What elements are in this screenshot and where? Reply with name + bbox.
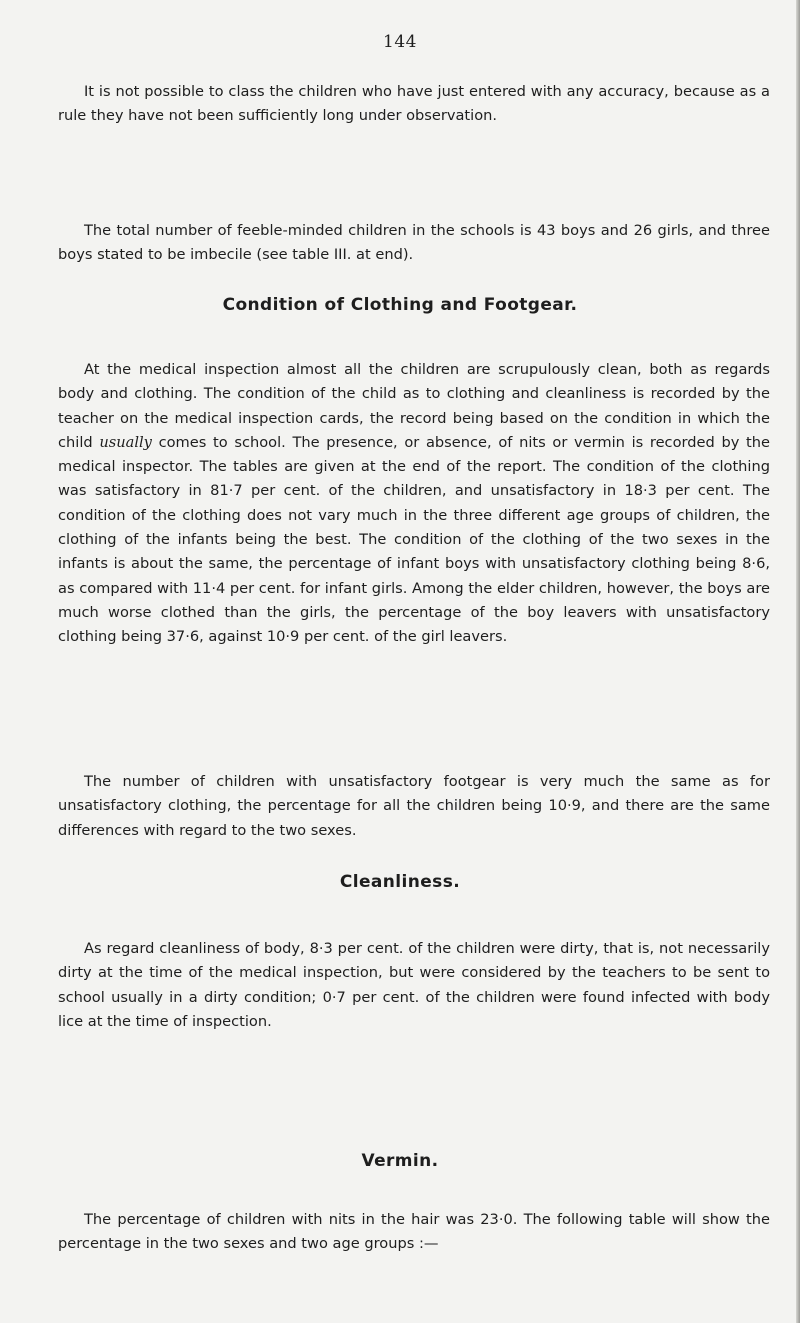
paragraph-clothing-text-b: comes to school. The presence, or absence, of nits or vermin is recorded by the medical inspector. The tables are given at the end of the report. The condition of the clothing was satisfactory in 81·7 per cent. of the children, and unsatisfactory in 18·3 per cent. The condition of the clothing does not vary much in the three different age groups of children, the clothing of the infants being the best. The condition of the clothing of the two sexes in the infants is about the same, the percentage of infant boys with unsatisfactory clothing being 8·6, as compared with 11·4 per cent. for infant girls. Among the elder children, however, the boys are much worse clothed than the girls, the percentage of the boy leavers with unsatisfactory clothing being 37·6, against 10·9 per cent. of the girl leavers.	[58, 433, 770, 646]
page-number: 144	[383, 32, 417, 52]
heading-cleanliness: Cleanliness.	[339, 872, 461, 892]
paragraph-entered-children: It is not possible to class the children who have just entered with any accuracy, because as a rule they have not been sufficiently long under observation.	[58, 83, 770, 125]
heading-vermin: Vermin.	[361, 1151, 439, 1171]
paragraph-clothing-condition	[58, 358, 770, 650]
paragraph-vermin: The percentage of children with nits in the hair was 23·0. The following table will show the percentage in the two sexes and two age groups :—	[58, 1211, 770, 1253]
page-edge-shadow	[796, 0, 800, 1323]
paragraph-clothing-text-a: At the medical inspection almost all the children are scrupulously clean, both as regards body and clothing. The condition of the child as to clothing and cleanliness is recorded by the teacher on the medical inspection cards, the record being based on the condition in which the child	[58, 361, 770, 451]
paragraph-footgear: The number of children with unsatisfactory footgear is very much the same as for unsatisfactory clothing, the percentage for all the children being 10·9, and there are the same differences with regard to the two sexes.	[58, 773, 770, 839]
heading-clothing-footgear: Condition of Clothing and Footgear.	[222, 295, 578, 315]
paragraph-feeble-minded: The total number of feeble-minded children in the schools is 43 boys and 26 girls, and three boys stated to be imbecile (see table III. at end).	[58, 222, 770, 264]
emphasis-usually: usually	[99, 433, 152, 451]
paragraph-cleanliness: As regard cleanliness of body, 8·3 per cent. of the children were dirty, that is, not necessarily dirty at the time of the medical inspection, but were considered by the teachers to be sent to school usually in a dirty condition; 0·7 per cent. of the children were found infected with body lice at the time of inspection.	[58, 940, 770, 1030]
